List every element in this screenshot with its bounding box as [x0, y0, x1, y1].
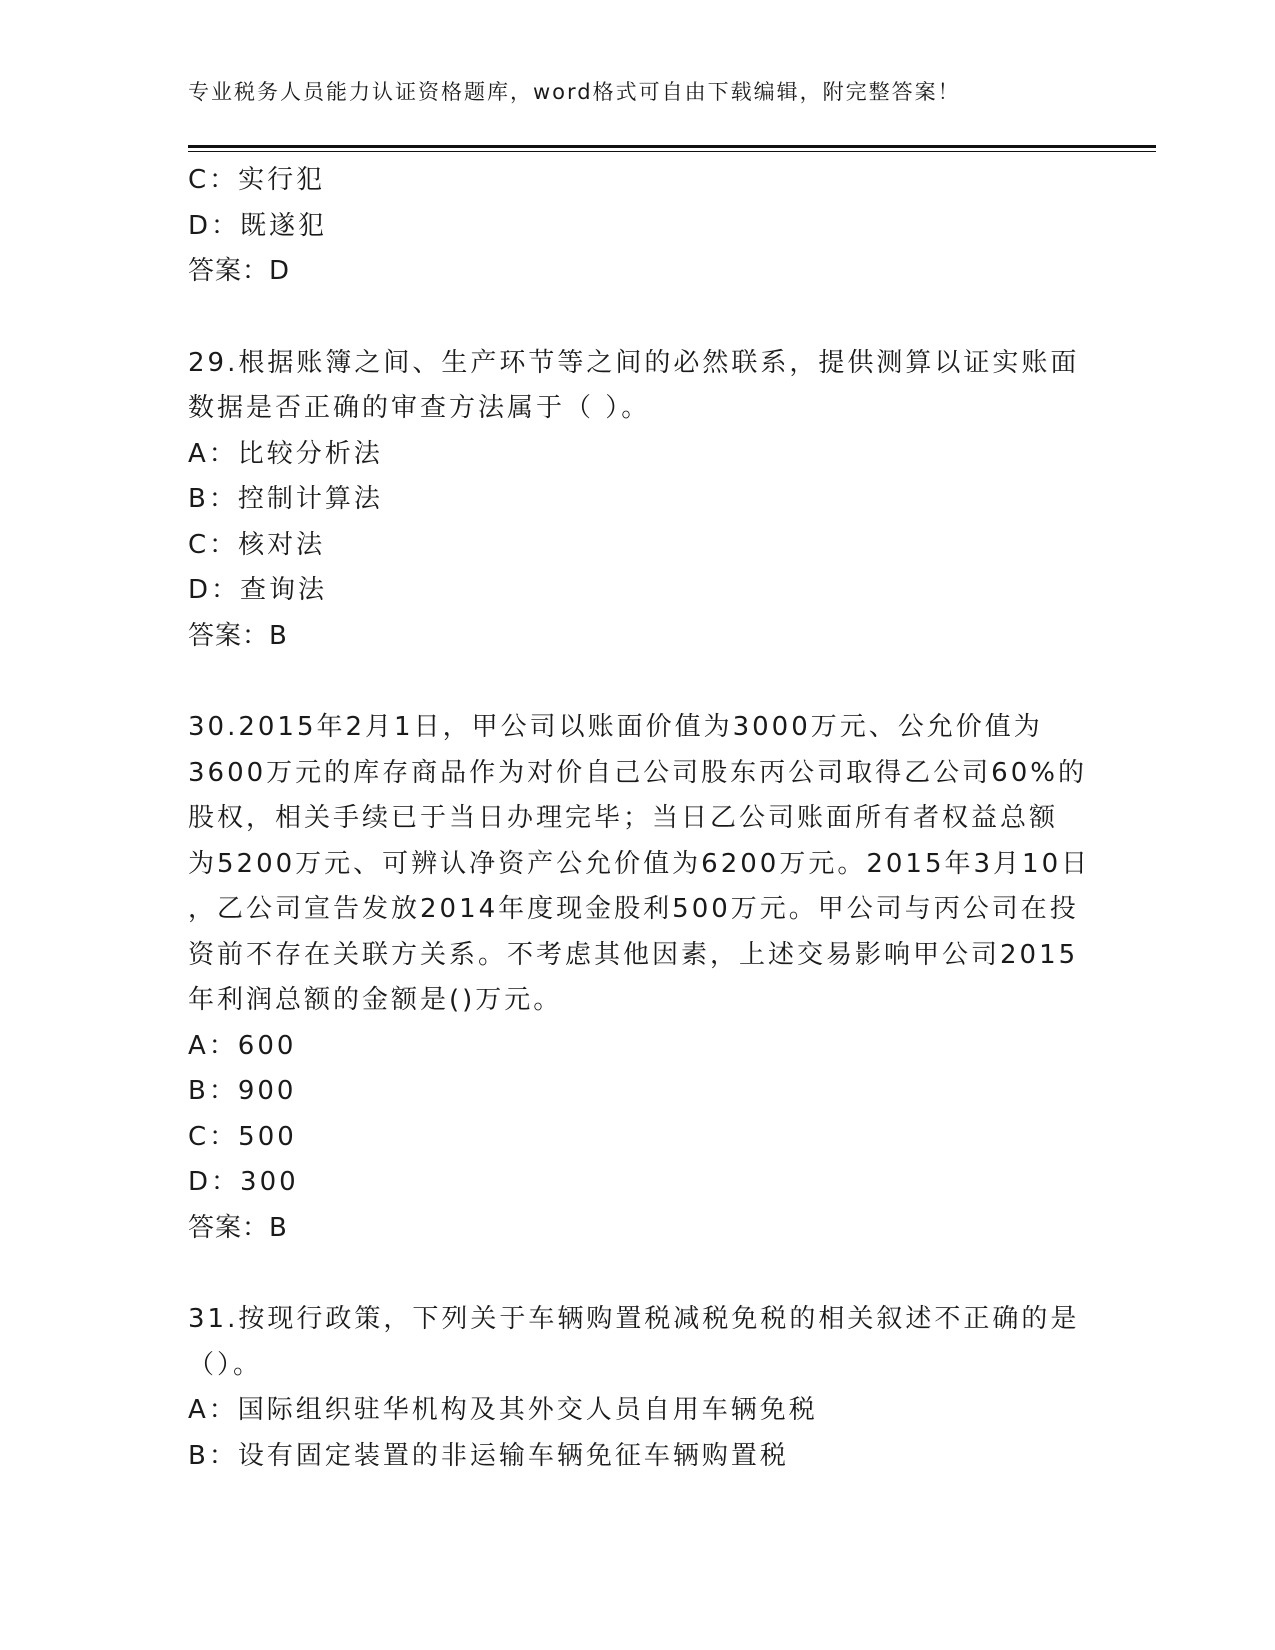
question-text-line: 29.根据账簿之间、生产环节等之间的必然联系，提供测算以证实账面 [188, 347, 1080, 378]
question-30 [188, 705, 1091, 1251]
question-text-line: （）。 [188, 1349, 263, 1380]
question-text-line: 为5200万元、可辨认净资产公允价值为6200万元。2015年3月10日 [188, 848, 1091, 879]
option-d: D：查询法 [188, 575, 328, 605]
header-rule-thin [188, 151, 1156, 152]
option-d: D：300 [188, 1167, 299, 1197]
option-d: D：既遂犯 [188, 210, 328, 241]
option-b: B：设有固定装置的非运输车辆免征车辆购置税 [188, 1440, 789, 1471]
option-b: B：控制计算法 [188, 484, 383, 514]
question-29 [188, 341, 1088, 660]
question-text-line: 股权，相关手续已于当日办理完毕；当日乙公司账面所有者权益总额 [188, 803, 1059, 833]
question-text-line: 3600万元的库存商品作为对价自己公司股东丙公司取得乙公司60%的 [188, 757, 1087, 788]
question-text-line: ，乙公司宣告发放2014年度现金股利500万元。甲公司与丙公司在投 [188, 894, 1079, 924]
option-a: A：比较分析法 [188, 438, 383, 469]
option-a: A：国际组织驻华机构及其外交人员自用车辆免税 [188, 1395, 818, 1425]
answer: 答案：D [188, 256, 291, 286]
option-a: A：600 [188, 1030, 297, 1061]
answer: 答案：B [188, 620, 288, 651]
answer: 答案：B [188, 1212, 288, 1243]
question-text-line: 资前不存在关联方关系。不考虑其他因素，上述交易影响甲公司2015 [188, 939, 1079, 970]
question-text-line: 数据是否正确的审查方法属于（ ）。 [188, 393, 651, 423]
header-rule-thick [188, 145, 1156, 148]
option-c: C：核对法 [188, 529, 326, 560]
question-31 [188, 1297, 1088, 1479]
question-text-line: 年利润总额的金额是()万元。 [188, 985, 563, 1015]
option-c: C：实行犯 [188, 165, 326, 195]
option-c: C：500 [188, 1121, 297, 1152]
option-b: B：900 [188, 1076, 297, 1106]
question-text-line: 30.2015年2月1日，甲公司以账面价值为3000万元、公允价值为 [188, 712, 1043, 742]
question-28-tail [188, 158, 1088, 295]
question-text-line: 31.按现行政策，下列关于车辆购置税减税免税的相关叙述不正确的是 [188, 1304, 1080, 1334]
page-header: 专业税务人员能力认证资格题库，word格式可自由下载编辑，附完整答案！ [188, 80, 961, 104]
question-content [188, 158, 1091, 1479]
